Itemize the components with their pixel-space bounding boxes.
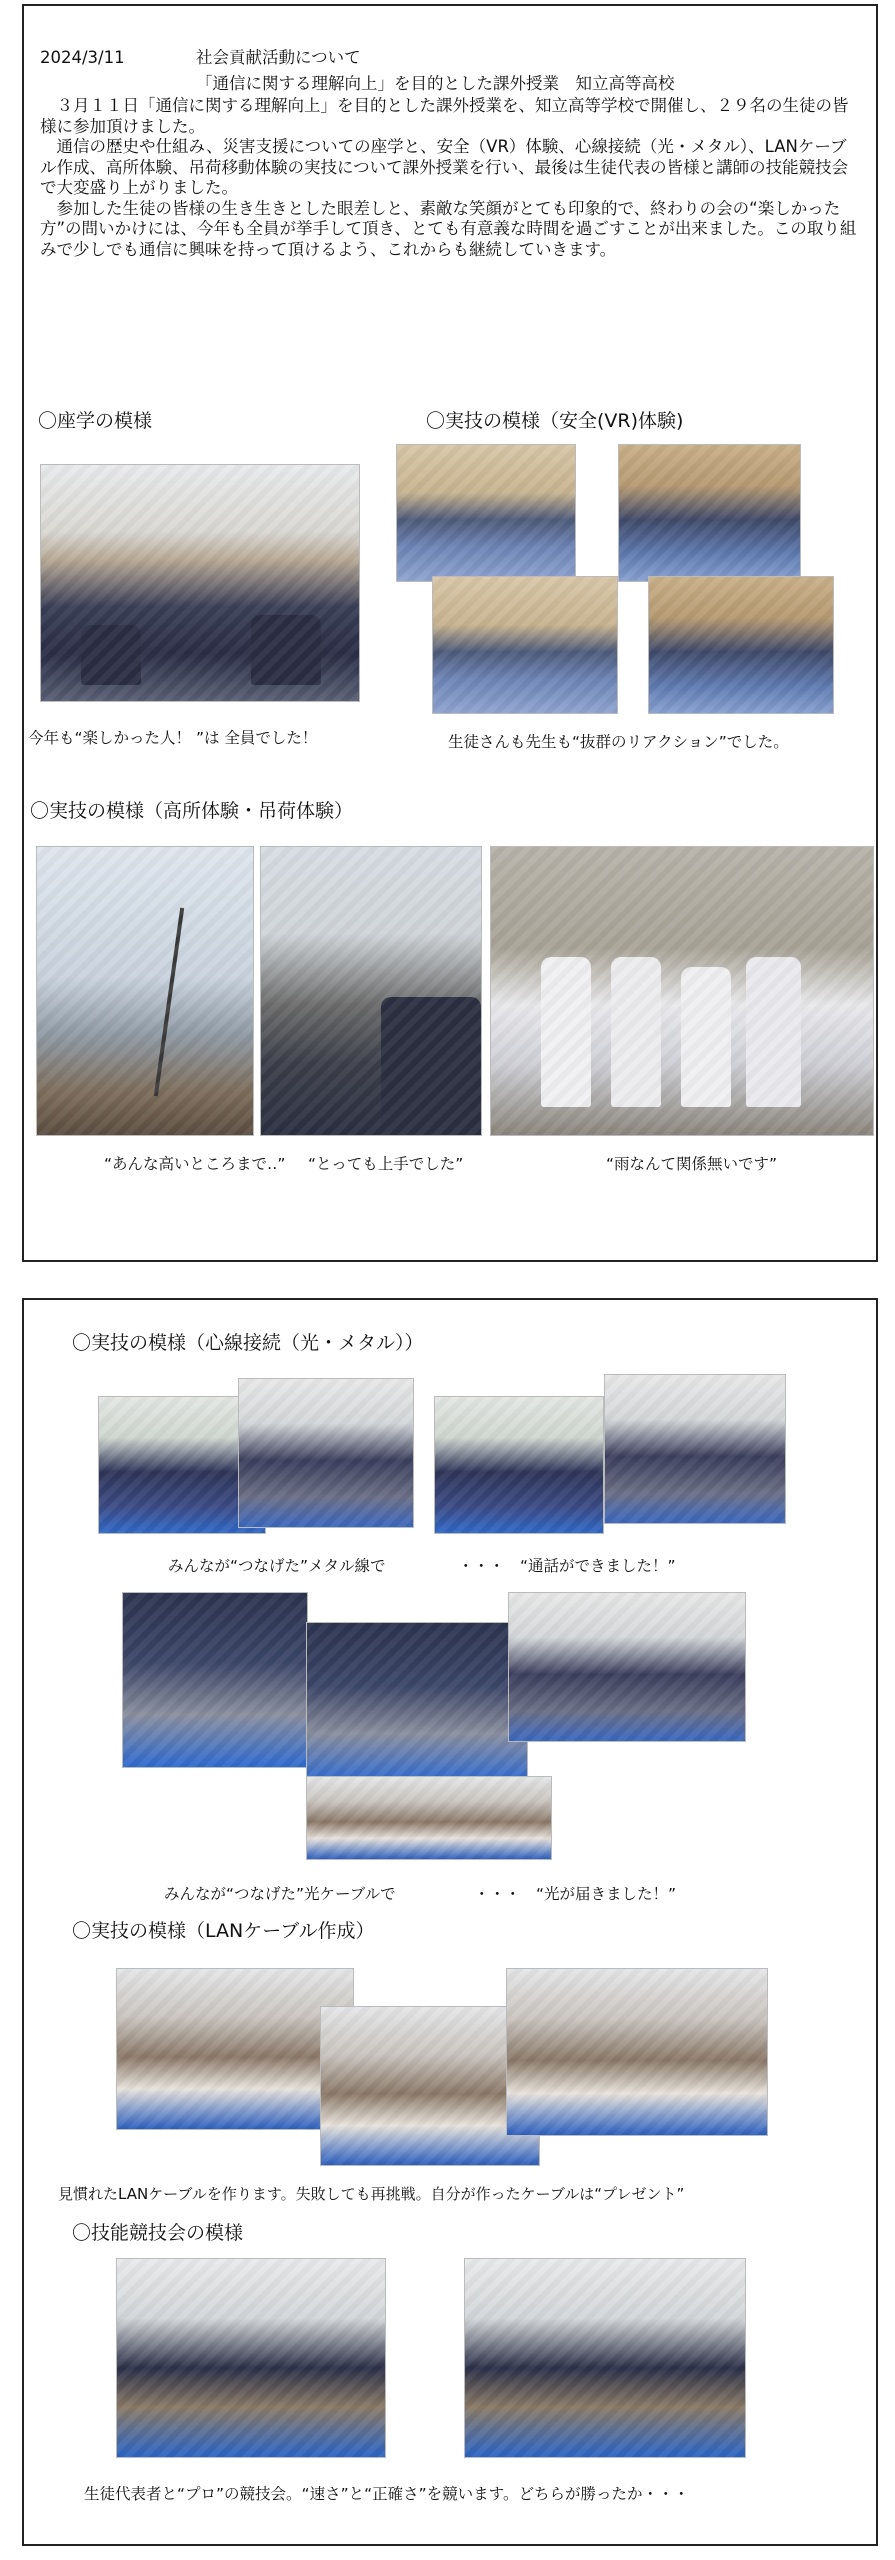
newsletter-page-2 (22, 1298, 878, 2546)
report-title-line1: 社会貢献活動について (196, 48, 361, 67)
caption-lecture: 今年も“楽しかった人！ ”は 全員でした！ (28, 729, 318, 747)
section-heading-lecture: 〇座学の模様 (38, 410, 153, 432)
section-heading-contest: 〇技能競技会の模様 (72, 2222, 244, 2244)
caption-height-left: “あんな高いところまで‥” (104, 1155, 286, 1173)
lan-photo-1 (116, 1968, 354, 2130)
section-heading-lan: 〇実技の模様（LANケーブル作成） (72, 1920, 375, 1942)
newsletter-page-1 (22, 4, 878, 1262)
caption-fiber-right: “光が届きました！” (536, 1885, 677, 1903)
caption-vr: 生徒さんも先生も“抜群のリアクション”でした。 (448, 733, 789, 751)
fiber-splice-photo-4 (306, 1776, 552, 1860)
caption-lan: 見慣れたLANケーブルを作ります。失敗しても再挑戦。自分が作ったケーブルは“プレゼント” (58, 2185, 685, 2203)
vr-photo-1 (396, 444, 576, 582)
metal-splice-photo-4 (604, 1374, 786, 1524)
report-title-line2: 「通信に関する理解向上」を目的とした課外授業 知立高等高校 (196, 74, 675, 93)
caption-metal-left: みんなが“つなげた”メタル線で (168, 1557, 386, 1575)
fiber-splice-photo-1 (122, 1592, 308, 1768)
contest-photo-2 (464, 2258, 746, 2458)
body-paragraph: ３月１１日「通信に関する理解向上」を目的とした課外授業を、知立高等学校で開催し、２９名の生徒の皆様に参加頂けました。 (40, 96, 849, 136)
fiber-splice-photo-2 (306, 1622, 528, 1782)
report-date: 2024/3/11 (40, 48, 125, 67)
height-photo-group (490, 846, 874, 1136)
lecture-photo (40, 464, 360, 702)
caption-metal-dots: ・・・ (458, 1557, 505, 1575)
caption-contest: 生徒代表者と“プロ”の競技会。“速さ”と“正確さ”を競います。どちらが勝ったか・・・ (84, 2485, 689, 2503)
fiber-splice-photo-3 (508, 1592, 746, 1742)
section-heading-vr: 〇実技の模様（安全(VR)体験) (426, 410, 684, 432)
caption-fiber-dots: ・・・ (474, 1885, 521, 1903)
height-photo-crane (36, 846, 254, 1136)
vr-photo-3 (432, 576, 618, 714)
height-photo-hoist (260, 846, 482, 1136)
contest-photo-1 (116, 2258, 386, 2458)
section-heading-splice: 〇実技の模様（心線接続（光・メタル）） (72, 1332, 424, 1354)
body-paragraph: 通信の歴史や仕組み、災害支援についての座学と、安全（VR）体験、心線接続（光・メタル）、LANケーブル作成、高所体験、吊荷移動体験の実技について課外授業を行い、最後は生徒代表の皆様と講師の技能競技会で大変盛り上がりました。 (40, 137, 849, 197)
metal-splice-photo-3 (434, 1396, 604, 1534)
caption-height-mid: “とっても上手でした” (308, 1155, 464, 1173)
vr-photo-4 (648, 576, 834, 714)
vr-photo-2 (618, 444, 801, 582)
caption-fiber-left: みんなが“つなげた”光ケーブルで (164, 1885, 396, 1903)
caption-metal-right: “通話ができました！” (520, 1557, 676, 1575)
metal-splice-photo-2 (238, 1378, 414, 1528)
lan-photo-3 (506, 1968, 768, 2136)
report-body (40, 96, 860, 260)
section-heading-height: 〇実技の模様（高所体験・吊荷体験） (30, 800, 354, 822)
caption-height-right: “雨なんて関係無いです” (606, 1155, 778, 1173)
body-paragraph: 参加した生徒の皆様の生き生きとした眼差しと、素敵な笑顔がとても印象的で、終わりの会の“楽しかった方”の問いかけには、今年も全員が挙手して頂き、とても有意義な時間を過ごすことが出来ました。この取り組みで少しでも通信に興味を持って頂けるよう、これからも継続していきます。 (40, 198, 857, 259)
